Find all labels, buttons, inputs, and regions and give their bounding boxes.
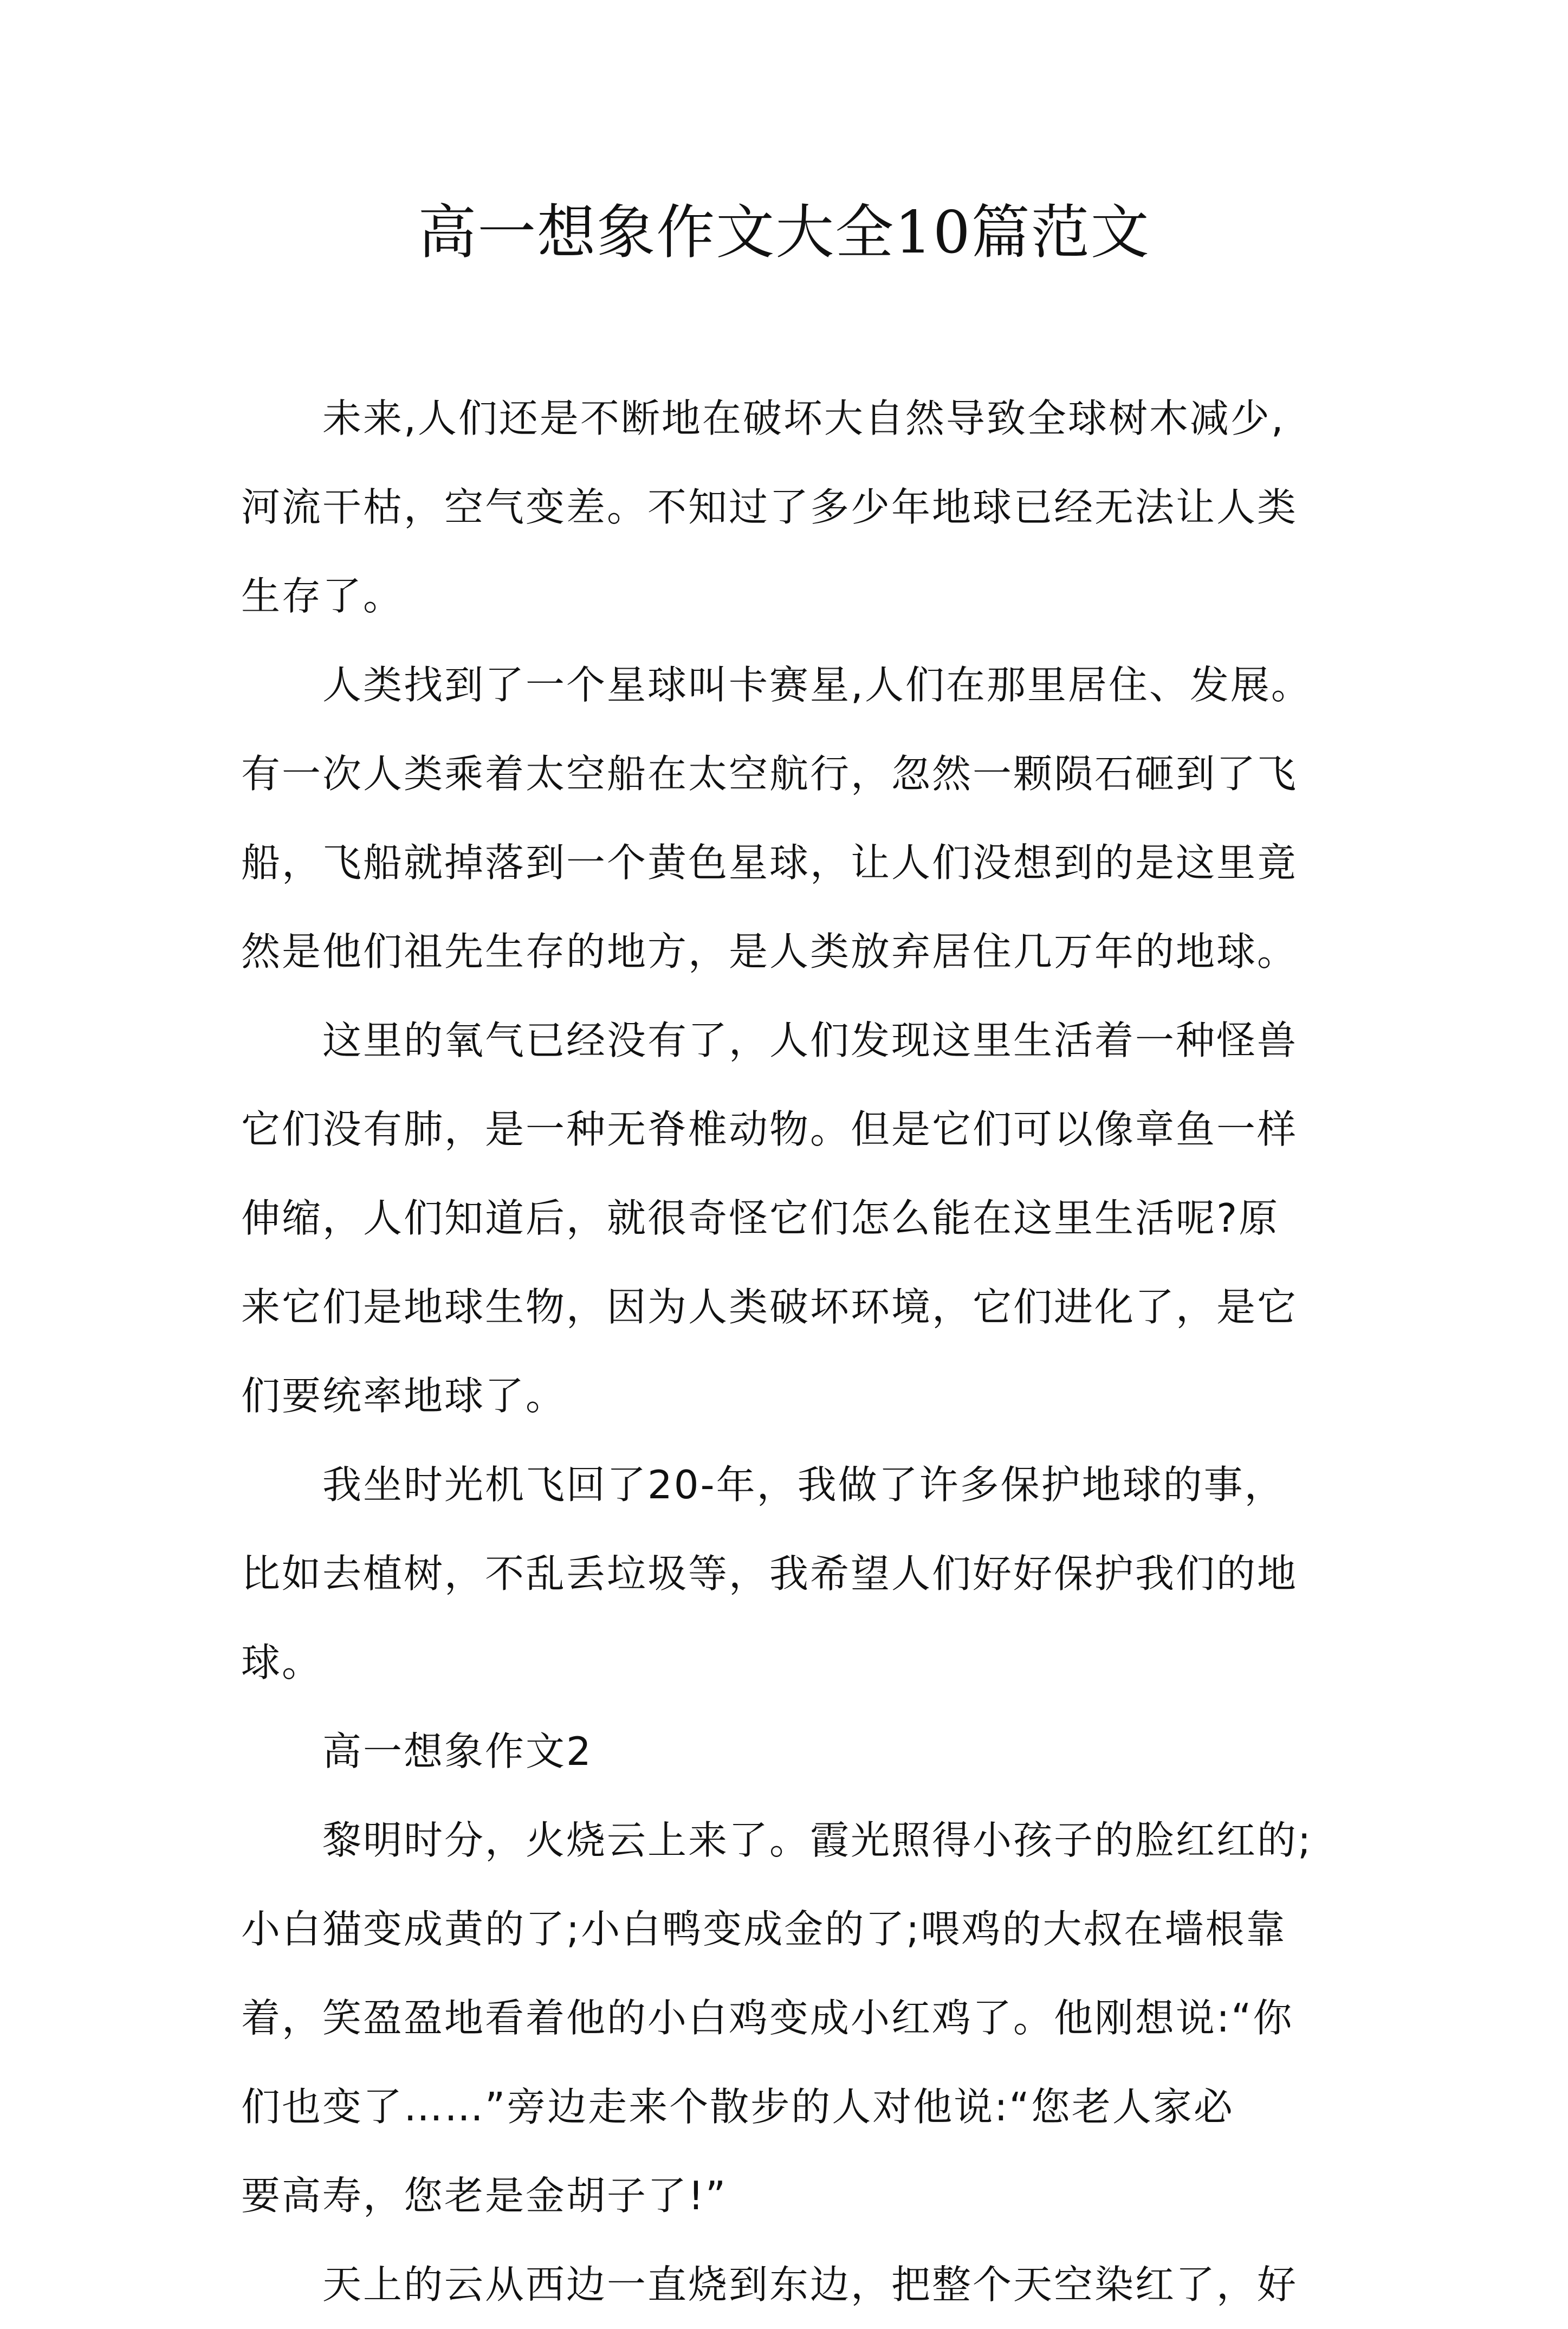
text-line: 球。 xyxy=(241,1640,323,1685)
text-line: 船，飞船就掉落到一个黄色星球，让人们没想到的是这里竟 xyxy=(241,840,1298,885)
text-line: 然是他们祖先生存的地方，是人类放弃居住几万年的地球。 xyxy=(241,929,1298,974)
text-line: 们也变了……”旁边走来个散步的人对他说:“您老人家必 xyxy=(241,2084,1234,2130)
document-body xyxy=(241,374,1352,2329)
text-line: 天上的云从西边一直烧到东边，把整个天空染红了，好 xyxy=(322,2262,1298,2307)
text-line: 伸缩，人们知道后，就很奇怪它们怎么能在这里生活呢?原 xyxy=(241,1195,1280,1241)
text-line: 有一次人类乘着太空船在太空航行，忽然一颗陨石砸到了飞 xyxy=(241,751,1298,797)
text-line: 这里的氧气已经没有了，人们发现这里生活着一种怪兽 xyxy=(322,1018,1298,1063)
text-line: 来它们是地球生物，因为人类破坏环境，它们进化了，是它 xyxy=(241,1284,1298,1330)
text-line: 着，笑盈盈地看着他的小白鸡变成小红鸡了。他刚想说:“你 xyxy=(241,1995,1294,2041)
document-title: 高一想象作文大全10篇范文 xyxy=(418,199,1150,267)
text-line: 我坐时光机飞回了20-年，我做了许多保护地球的事， xyxy=(322,1462,1285,1508)
text-line: 人类找到了一个星球叫卡赛星,人们在那里居住、发展。 xyxy=(322,662,1312,708)
text-line: 黎明时分，火烧云上来了。霞光照得小孩子的脸红红的; xyxy=(322,1817,1313,1863)
section-heading: 高一想象作文2 xyxy=(322,1729,593,1774)
text-line: 们要统率地球了。 xyxy=(241,1373,567,1419)
text-line: 它们没有肺，是一种无脊椎动物。但是它们可以像章鱼一样 xyxy=(241,1107,1298,1152)
text-line: 要高寿，您老是金胡子了!” xyxy=(241,2173,728,2218)
text-line: 河流干枯，空气变差。不知过了多少年地球已经无法让人类 xyxy=(241,484,1298,530)
text-line: 比如去植树，不乱丢垃圾等，我希望人们好好保护我们的地 xyxy=(241,1551,1298,1596)
text-line: 未来,人们还是不断地在破坏大自然导致全球树木减少, xyxy=(322,396,1285,441)
text-line: 小白猫变成黄的了;小白鸭变成金的了;喂鸡的大叔在墙根靠 xyxy=(241,1906,1287,1952)
text-line: 生存了。 xyxy=(241,573,404,619)
